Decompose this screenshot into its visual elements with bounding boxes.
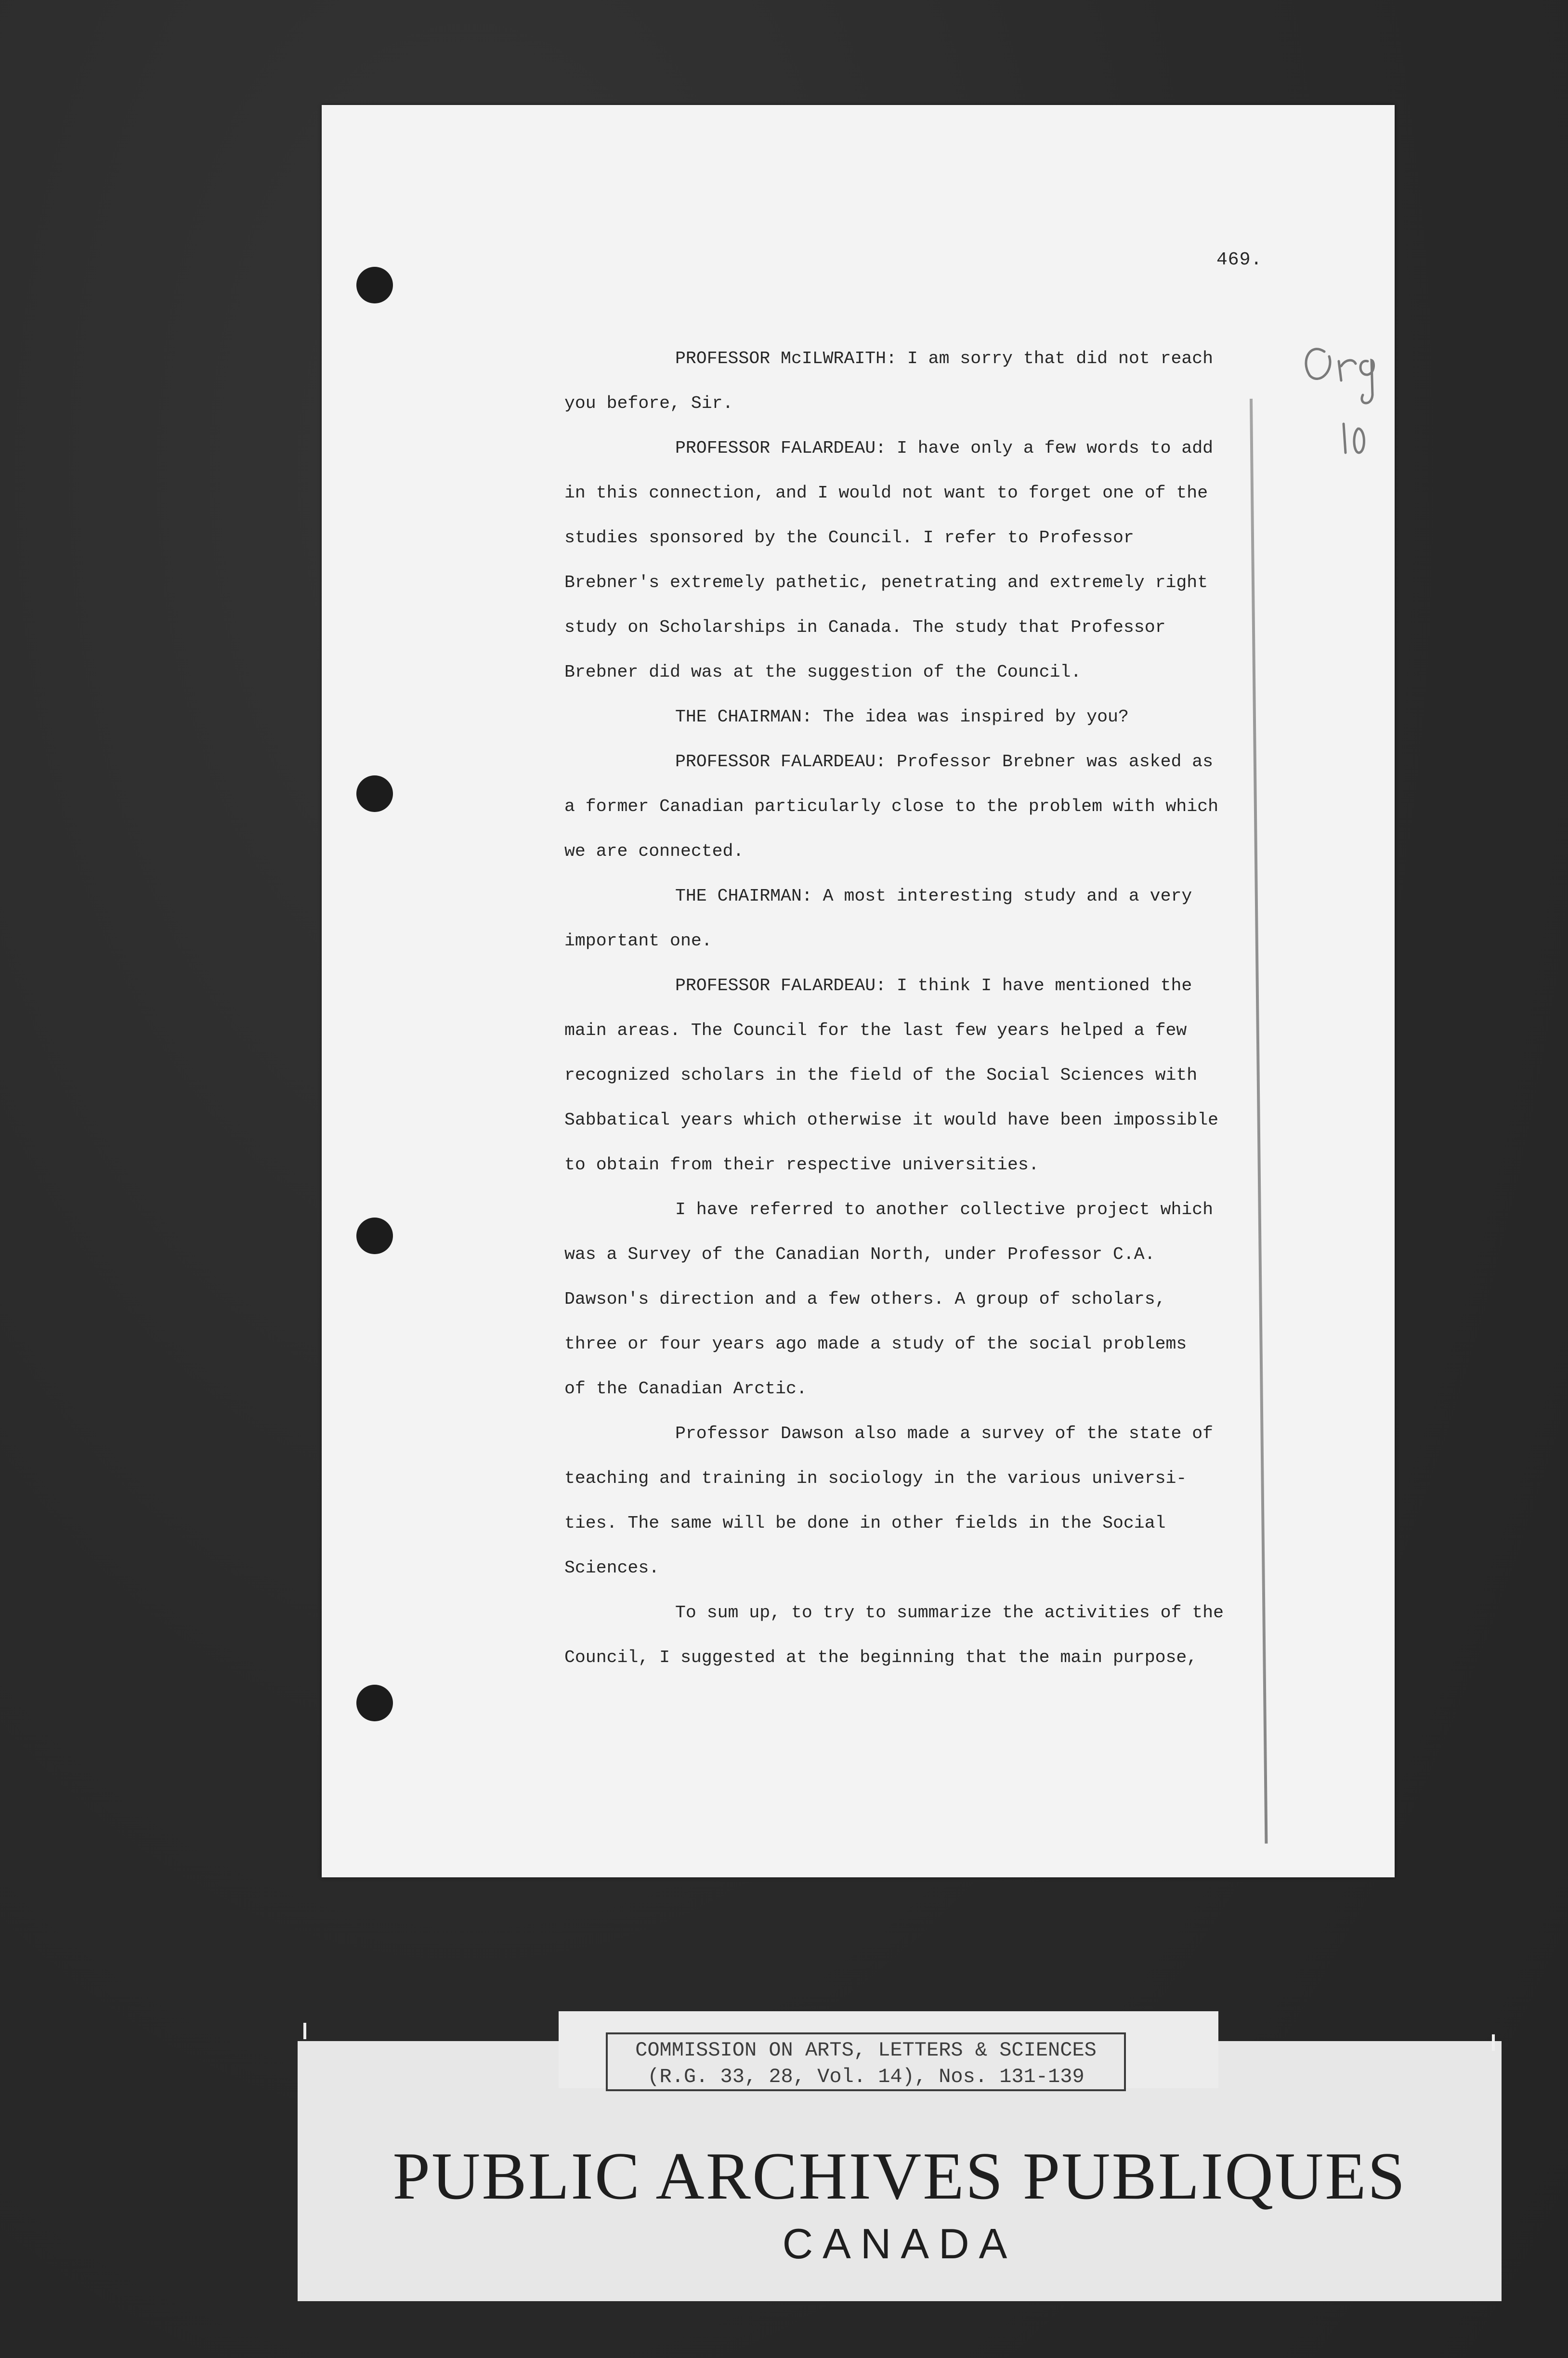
text-line: PROFESSOR McILWRAITH: I am sorry that did not reach [675, 349, 1214, 368]
text-line: recognized scholars in the field of the Social Sciences with [564, 1065, 1198, 1085]
text-line: Sciences. [564, 1558, 660, 1578]
punch-hole [356, 267, 393, 303]
collection-label-line: (R.G. 33, 28, Vol. 14), Nos. 131-139 [647, 2065, 1085, 2088]
text-line: Brebner's extremely pathetic, penetrating and extremely right [564, 573, 1208, 592]
text-line: THE CHAIRMAN: A most interesting study and a very [675, 886, 1192, 906]
archive-subtitle: CANADA [782, 2220, 1017, 2267]
text-line: To sum up, to try to summarize the activities of the [675, 1603, 1224, 1623]
text-line: studies sponsored by the Council. I refer to Professor [564, 528, 1134, 548]
archive-title: PUBLIC ARCHIVES PUBLIQUES [392, 2139, 1407, 2214]
text-line: main areas. The Council for the last few years helped a few [564, 1021, 1187, 1040]
text-line: you before, Sir. [564, 393, 733, 413]
edge-mark [1492, 2034, 1495, 2051]
text-line: I have referred to another collective project which [675, 1200, 1214, 1219]
text-line: ties. The same will be done in other fields in the Social [564, 1513, 1166, 1533]
text-line: Council, I suggested at the beginning that the main purpose, [564, 1648, 1198, 1667]
text-line: Professor Dawson also made a survey of the state of [675, 1424, 1214, 1443]
text-line: Sabbatical years which otherwise it would have been impossible [564, 1110, 1219, 1130]
text-line: in this connection, and I would not want to forget one of the [564, 483, 1208, 503]
text-line: to obtain from their respective universities. [564, 1155, 1039, 1175]
text-line: important one. [564, 931, 712, 951]
text-line: Brebner did was at the suggestion of the Council. [564, 662, 1082, 682]
text-line: PROFESSOR FALARDEAU: Professor Brebner was asked as [675, 752, 1214, 772]
text-line: Dawson's direction and a few others. A group of scholars, [564, 1289, 1166, 1309]
collection-label [606, 2032, 1126, 2091]
handwritten-orig-note [1295, 332, 1411, 477]
typed-page [322, 105, 1395, 1877]
text-line: three or four years ago made a study of the social problems [564, 1334, 1187, 1354]
text-line: a former Canadian particularly close to the problem with which [564, 797, 1219, 816]
text-line: PROFESSOR FALARDEAU: I think I have mentioned the [675, 976, 1192, 996]
page-number: 469. [1216, 249, 1263, 270]
punch-hole [356, 1685, 393, 1721]
text-line: study on Scholarships in Canada. The study that Professor [564, 617, 1166, 637]
text-line: THE CHAIRMAN: The idea was inspired by you? [675, 707, 1129, 727]
text-line: teaching and training in sociology in the various universi- [564, 1468, 1187, 1488]
punch-hole [356, 775, 393, 812]
text-line: PROFESSOR FALARDEAU: I have only a few words to add [675, 438, 1214, 458]
punch-hole [356, 1218, 393, 1254]
text-line: we are connected. [564, 841, 744, 861]
text-line: of the Canadian Arctic. [564, 1379, 807, 1399]
edge-mark [303, 2023, 306, 2039]
text-line: was a Survey of the Canadian North, under Professor C.A. [564, 1244, 1155, 1264]
transcript-body [564, 336, 1277, 1680]
collection-label-line: COMMISSION ON ARTS, LETTERS & SCIENCES [635, 2039, 1097, 2062]
